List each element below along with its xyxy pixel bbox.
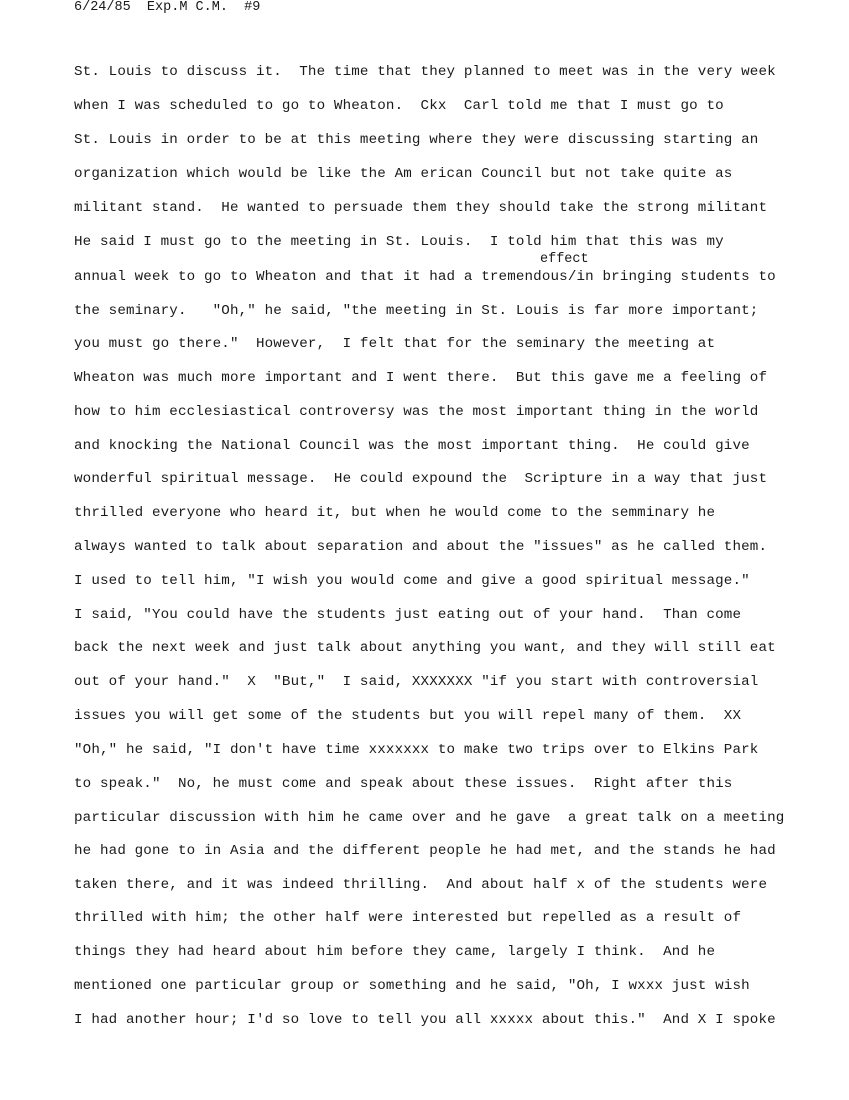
text-line: the seminary. "Oh," he said, "the meeting in St. Louis is far more important;	[74, 303, 759, 319]
text-line: back the next week and just talk about anything you want, and they will still eat	[74, 640, 776, 656]
text-line: I used to tell him, "I wish you would come and give a good spiritual message."	[74, 573, 750, 589]
text-line: out of your hand." X "But," I said, XXXXXXX "if you start with controversial	[74, 674, 759, 690]
interlinear-insertion: effect	[540, 252, 589, 267]
text-line: militant stand. He wanted to persuade them they should take the strong militant	[74, 200, 768, 216]
text-line: annual week to go to Wheaton and that it had a tremendous/in bringing students to	[74, 269, 776, 285]
text-line: issues you will get some of the students but you will repel many of them. XX	[74, 708, 742, 724]
text-line: I had another hour; I'd so love to tell you all xxxxx about this." And X I spoke	[74, 1012, 776, 1028]
text-line: always wanted to talk about separation and about the "issues" as he called them.	[74, 539, 768, 555]
text-line: he had gone to in Asia and the different people he had met, and the stands he had	[74, 843, 776, 859]
text-line: taken there, and it was indeed thrilling. And about half x of the students were	[74, 877, 768, 893]
text-line: particular discussion with him he came over and he gave a great talk on a meeting	[74, 810, 785, 826]
text-line: organization which would be like the Am erican Council but not take quite as	[74, 166, 733, 182]
text-line: thrilled with him; the other half were interested but repelled as a result of	[74, 910, 742, 926]
text-line: Wheaton was much more important and I went there. But this gave me a feeling of	[74, 370, 768, 386]
text-line: thrilled everyone who heard it, but when he would come to the semminary he	[74, 505, 716, 521]
text-line: things they had heard about him before they came, largely I think. And he	[74, 944, 716, 960]
text-line: you must go there." However, I felt that for the seminary the meeting at	[74, 336, 716, 352]
text-line: I said, "You could have the students just eating out of your hand. Than come	[74, 607, 742, 623]
text-line: He said I must go to the meeting in St. Louis. I told him that this was my	[74, 234, 724, 250]
text-line: wonderful spiritual message. He could expound the Scripture in a way that just	[74, 471, 768, 487]
text-line: and knocking the National Council was the most important thing. He could give	[74, 438, 750, 454]
text-line: to speak." No, he must come and speak about these issues. Right after this	[74, 776, 733, 792]
text-line: "Oh," he said, "I don't have time xxxxxxx to make two trips over to Elkins Park	[74, 742, 759, 758]
text-line: mentioned one particular group or something and he said, "Oh, I wxxx just wish	[74, 978, 750, 994]
text-line: St. Louis in order to be at this meeting where they were discussing starting an	[74, 132, 759, 148]
page-header: 6/24/85 Exp.M C.M. #9	[74, 0, 261, 15]
text-line: St. Louis to discuss it. The time that they planned to meet was in the very week	[74, 64, 776, 80]
text-line: when I was scheduled to go to Wheaton. Ckx Carl told me that I must go to	[74, 98, 724, 114]
text-line: how to him ecclesiastical controversy was the most important thing in the world	[74, 404, 759, 420]
